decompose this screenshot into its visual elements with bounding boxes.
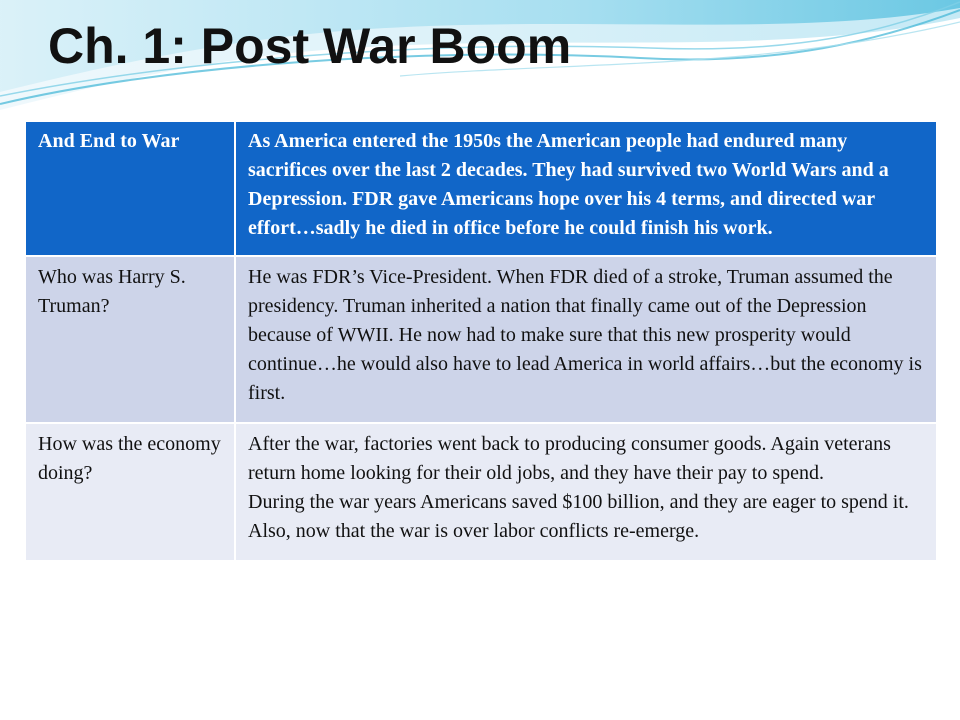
row-question-cell: How was the economy doing? xyxy=(25,423,235,561)
answer-paragraph: Also, now that the war is over labor conflicts re-emerge. xyxy=(248,520,700,542)
table-row xyxy=(25,256,937,423)
header-description-cell: As America entered the 1950s the American people had endured many sacrifices over the last 2 decades. They had survived two World Wars and a Depression. FDR gave Americans hope over his 4 terms, and directed war effort…sadly he died in office before he could finish his work. xyxy=(235,121,937,256)
table-row xyxy=(25,423,937,561)
header-topic-cell: And End to War xyxy=(25,121,235,256)
answer-paragraph: During the war years Americans saved $100 billion, and they are eager to spend it. xyxy=(248,491,909,513)
table-header-row xyxy=(25,121,937,256)
slide-title: Ch. 1: Post War Boom xyxy=(48,18,572,74)
row-answer-cell xyxy=(235,423,937,561)
row-answer-cell: He was FDR’s Vice-President. When FDR died of a stroke, Truman assumed the presidency. Truman inherited a nation that finally came out of the Depression because of WWII. He now had to make sure that this new prosperity would continue…he would also have to lead America in world affairs…but the economy is first. xyxy=(235,256,937,423)
answer-paragraph: After the war, factories went back to producing consumer goods. Again veterans return home looking for their old jobs, and they have their pay to spend. xyxy=(248,433,891,484)
row-question-cell: Who was Harry S. Truman? xyxy=(25,256,235,423)
content-table xyxy=(24,120,938,562)
